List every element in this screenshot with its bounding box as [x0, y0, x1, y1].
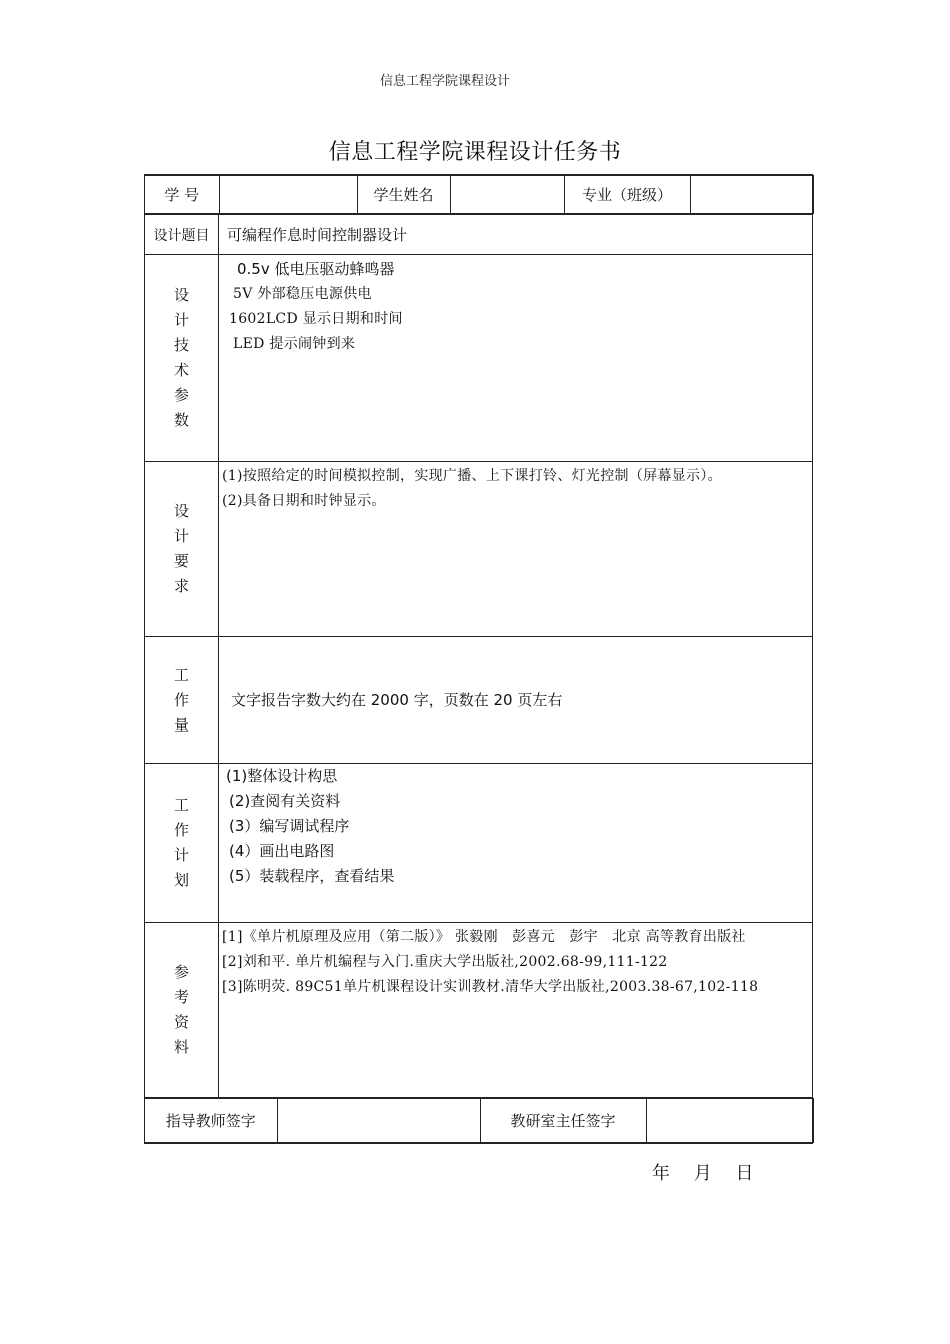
- topic-value: [219, 215, 813, 255]
- requirements-content: [219, 462, 813, 637]
- row-topic: [145, 215, 813, 255]
- param-line: 0.5v 低电压驱动蜂鸣器: [237, 260, 395, 278]
- plan-label: 工 作 计 划: [145, 764, 219, 923]
- student-id-field[interactable]: [219, 176, 357, 214]
- date-line: [652, 1159, 769, 1185]
- plan-line: (2)查阅有关资料: [229, 792, 341, 810]
- param-line: 5V 外部稳压电源供电: [233, 286, 372, 302]
- page-header: 信息工程学院课程设计: [379, 74, 510, 89]
- requirements-label: 设 计 要 求: [145, 462, 219, 637]
- workload-content: [219, 637, 813, 764]
- params-label: 设 计 技 术 参 数: [145, 255, 219, 462]
- major-field[interactable]: [690, 176, 813, 214]
- params-content: [219, 255, 813, 462]
- head-signature-label: 教研室主任签字: [480, 1099, 646, 1143]
- row-requirements: [145, 462, 813, 637]
- row-workload: [145, 637, 813, 764]
- workload-label: 工 作 量: [145, 637, 219, 764]
- plan-line: (1)整体设计构思: [226, 767, 338, 785]
- plan-line: (3）编写调试程序: [229, 817, 350, 835]
- reference-item: [1]《单片机原理及应用（第二版）》 张毅刚 彭喜元 彭宇 北京 高等教育出版社: [222, 929, 746, 945]
- references-label: 参 考 资 料: [145, 923, 219, 1098]
- row-plan: [145, 764, 813, 923]
- requirement-line: (1)按照给定的时间模拟控制，实现广播、上下课打铃、灯光控制（屏幕显示）。: [222, 468, 722, 484]
- date-day: 日: [735, 1163, 756, 1184]
- student-name-field[interactable]: [450, 176, 564, 214]
- date-month: 月: [693, 1163, 714, 1184]
- topic-label: 设计题目: [145, 215, 219, 255]
- teacher-signature-field[interactable]: [277, 1099, 480, 1143]
- row-student-info: [145, 175, 813, 215]
- row-references: [145, 923, 813, 1098]
- teacher-signature-label: 指导教师签字: [145, 1099, 277, 1143]
- date-year: 年: [652, 1163, 672, 1184]
- row-params: [145, 255, 813, 462]
- head-signature-field[interactable]: [646, 1099, 813, 1143]
- plan-line: (5）装载程序，查看结果: [229, 867, 395, 885]
- plan-line: (4）画出电路图: [229, 842, 335, 860]
- reference-item: [3]陈明荧. 89C51单片机课程设计实训教材.清华大学出版社,2003.38-67,102-118: [222, 979, 759, 995]
- plan-content: [219, 764, 813, 923]
- references-content: [219, 923, 813, 1098]
- workload-text: 文字报告字数大约在 2000 字，页数在 20 页左右: [231, 690, 563, 709]
- major-label: 专业（班级）: [564, 176, 690, 214]
- topic-text: 可编程作息时间控制器设计: [227, 226, 408, 244]
- reference-item: [2]刘和平. 单片机编程与入门.重庆大学出版社,2002.68-99,111-122: [222, 954, 668, 970]
- task-form-table: [144, 174, 813, 1144]
- student-id-label: 学 号: [145, 176, 219, 214]
- page-title: 信息工程学院课程设计任务书: [328, 140, 622, 165]
- requirement-line: (2)具备日期和时钟显示。: [222, 493, 386, 509]
- param-line: LED 提示闹钟到来: [233, 336, 356, 352]
- param-line: 1602LCD 显示日期和时间: [229, 311, 403, 327]
- student-name-label: 学生姓名: [357, 176, 450, 214]
- row-signature: [145, 1098, 813, 1144]
